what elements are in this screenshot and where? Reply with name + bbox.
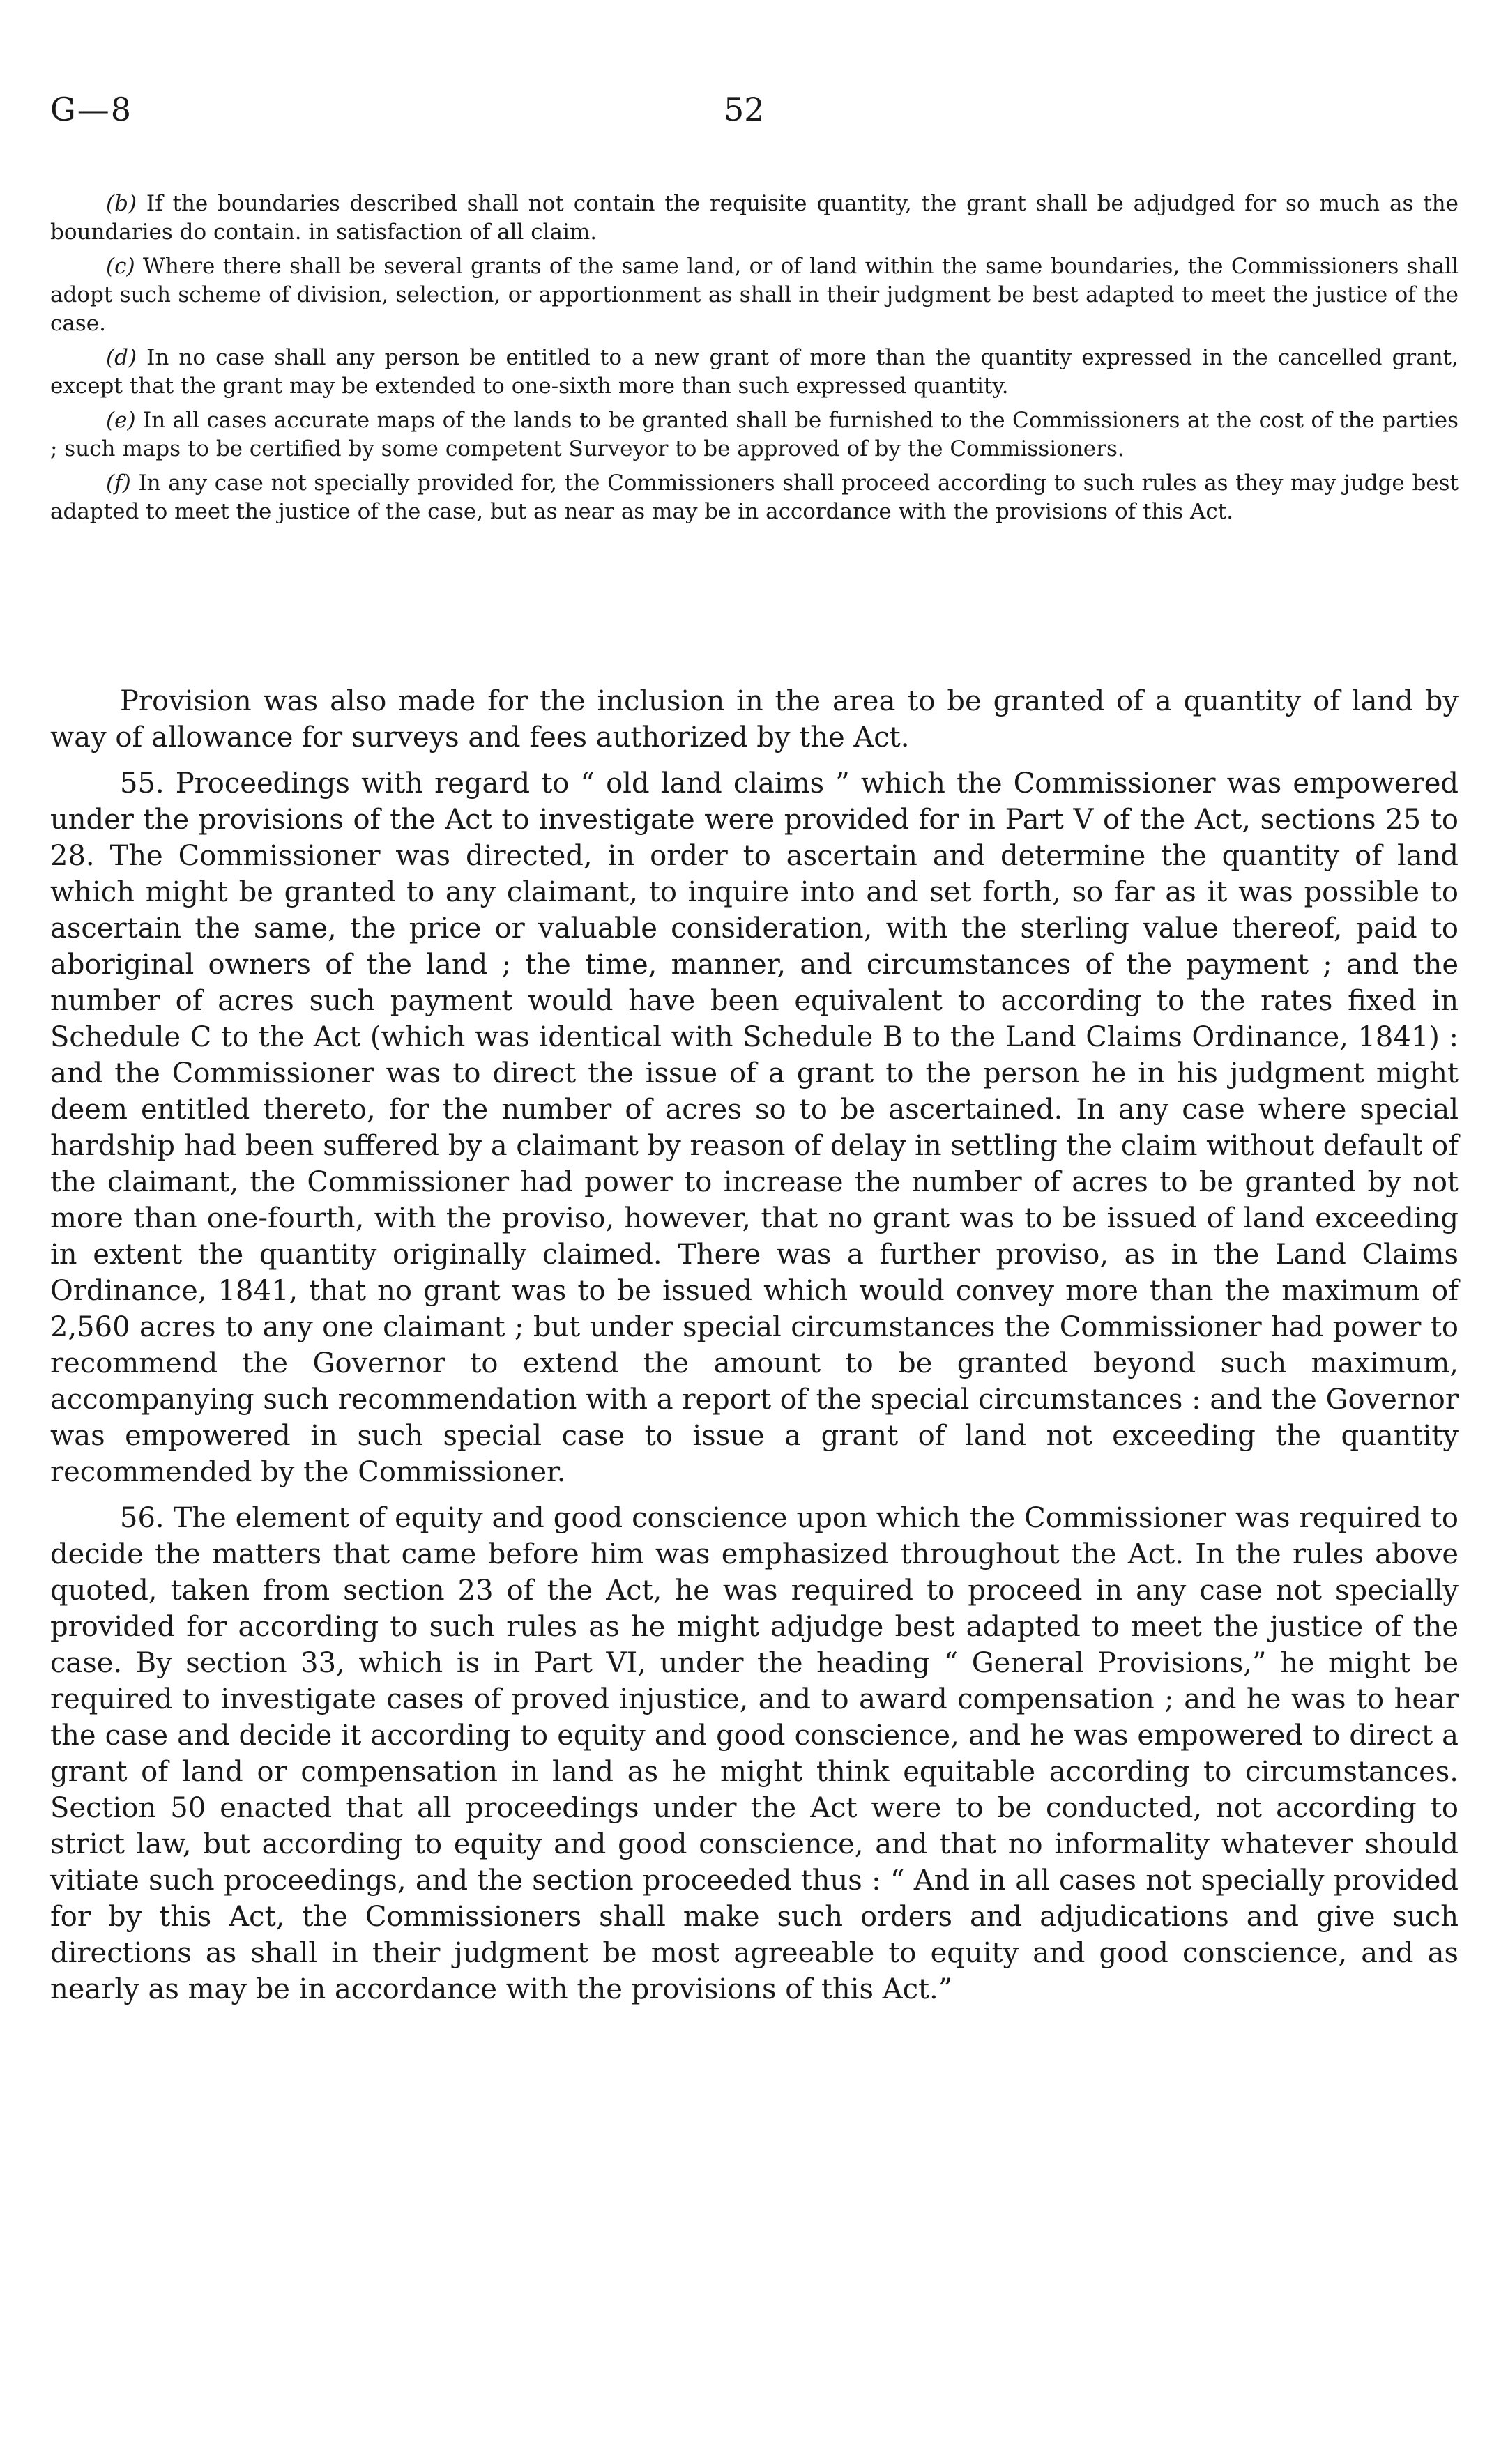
clause-label: (c): [106, 254, 135, 279]
clause-text: If the boundaries described shall not contain the requisite quantity, the grant shall be adjudged for so much as the boundaries do contain. in satisfaction of all claim.: [50, 191, 1459, 245]
clause-d: [50, 344, 1459, 401]
clause-label: (f): [106, 470, 131, 496]
page-number: 52: [724, 91, 765, 128]
clause-f: [50, 469, 1459, 526]
clause-label: (b): [106, 191, 137, 216]
clause-c: [50, 252, 1459, 338]
rules-clauses: [50, 190, 1459, 532]
paragraph-56: 56. The element of equity and good conscience upon which the Commissioner was required to decide the matters that came before him was emphasized throughout the Act. In the rules above quoted, taken from section 23 of the Act, he was required to proceed in any case not specially provided for according to such rules as he might adjudge best adapted to meet the justice of the case. By section 33, which is in Part VI, under the heading “ General Provisions,” he might be required to investigate cases of proved injustice, and to award compensation ; and he was to hear the case and decide it according to equity and good conscience, and he was empowered to direct a grant of land or compensation in land as he might think equitable according to circumstances. Section 50 enacted that all proceedings under the Act were to be conducted, not according to strict law, but according to equity and good conscience, and that no informality whatever should vitiate such proceedings, and the section proceeded thus : “ And in all cases not specially provided for by this Act, the Commissioners shall make such orders and adjudications and give such directions as shall in their judgment be most agreeable to equity and good conscience, and as nearly as may be in accordance with the provisions of this Act.”: [50, 1502, 1459, 2005]
section-code: G—8: [50, 91, 133, 128]
clause-e: [50, 406, 1459, 464]
paragraph-provision: Provision was also made for the inclusion in the area to be granted of a quantity of land by way of allowance for surveys and fees authorized by the Act.: [50, 685, 1459, 753]
clause-b: [50, 190, 1459, 247]
clause-text: Where there shall be several grants of the same land, or of land within the same boundaries, the Commissioners shall adopt such scheme of division, selection, or apportionment as shall in their judgment be best adapted to meet the justice of the case.: [50, 254, 1459, 336]
clause-label: (e): [106, 408, 136, 433]
clause-text: In no case shall any person be entitled to a new grant of more than the quantity expressed in the cancelled grant, except that the grant may be extended to one-sixth more than such expressed quantity.: [50, 345, 1459, 399]
clause-text: In any case not specially provided for, the Commissioners shall proceed according to such rules as they may judge best adapted to meet the justice of the case, but as near as may be in accordance with the provisions of this Act.: [50, 470, 1459, 524]
clause-label: (d): [106, 345, 137, 370]
clause-text: In all cases accurate maps of the lands to be granted shall be furnished to the Commissioners at the cost of the parties ; such maps to be certified by some competent Surveyor to be approved of by the Commissioners.: [50, 408, 1459, 461]
paragraph-55: 55. Proceedings with regard to “ old land claims ” which the Commissioner was empowered under the provisions of the Act to investigate were provided for in Part V of the Act, sections 25 to 28. The Commissioner was directed, in order to ascertain and determine the quantity of land which might be granted to any claimant, to inquire into and set forth, so far as it was possible to ascertain the same, the price or valuable consideration, with the sterling value thereof, paid to aboriginal owners of the land ; the time, manner, and circumstances of the payment ; and the number of acres such payment would have been equivalent to according to the rates fixed in Schedule C to the Act (which was identical with Schedule B to the Land Claims Ordinance, 1841) : and the Commissioner was to direct the issue of a grant to the person he in his judgment might deem entitled thereto, for the number of acres so to be ascertained. In any case where special hardship had been suffered by a claimant by reason of delay in settling the claim without default of the claimant, the Commissioner had power to increase the number of acres to be granted by not more than one-fourth, with the proviso, however, that no grant was to be issued of land exceeding in extent the quantity originally claimed. There was a further proviso, as in the Land Claims Ordinance, 1841, that no grant was to be issued which would convey more than the maximum of 2,560 acres to any one claimant ; but under special circumstances the Commissioner had power to recommend the Governor to extend the amount to be granted beyond such maximum, accompanying such recommendation with a report of the special circumstances : and the Governor was empowered in such special case to issue a grant of land not exceeding the quantity recommended by the Commissioner.: [50, 767, 1459, 1488]
body-text: [50, 683, 1459, 2017]
